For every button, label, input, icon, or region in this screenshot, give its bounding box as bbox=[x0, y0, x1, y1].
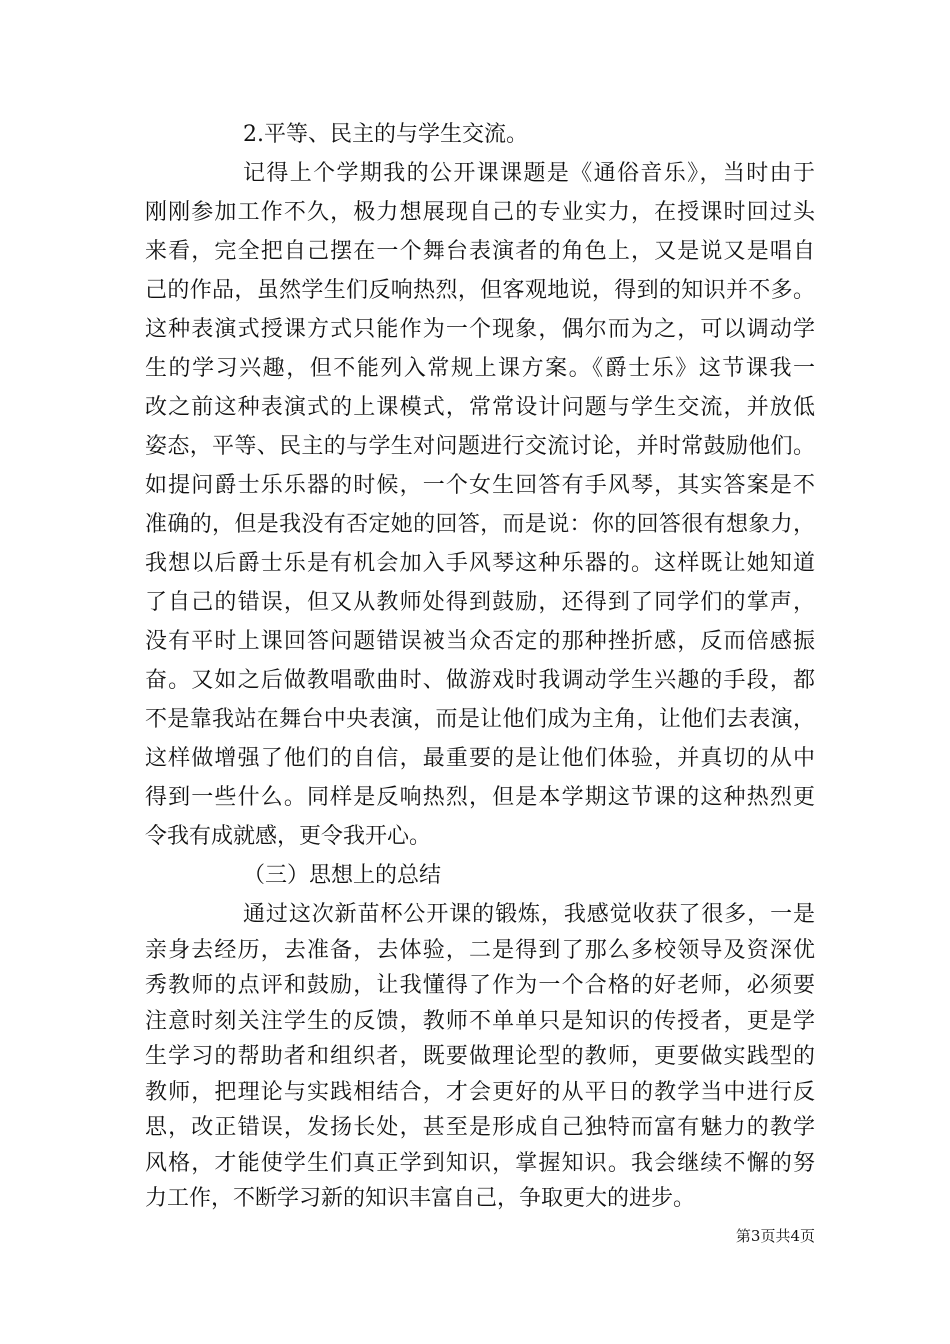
paragraph-line: 了自己的错误，但又从教师处得到鼓励，还得到了同学们的掌声， bbox=[145, 590, 815, 615]
paragraph-line: 这样做增强了他们的自信，最重要的是让他们体验，并真切的从中 bbox=[145, 746, 815, 771]
paragraph-line: 这种表演式授课方式只能作为一个现象，偶尔而为之，可以调动学 bbox=[145, 317, 815, 342]
paragraph-line: 令我有成就感，更令我开心。 bbox=[145, 824, 432, 849]
paragraph-line: 风格，才能使学生们真正学到知识，掌握知识。我会继续不懈的努 bbox=[145, 1150, 815, 1176]
paragraph-line: 思，改正错误，发扬长处，甚至是形成自己独特而富有魅力的教学 bbox=[145, 1115, 815, 1140]
paragraph-line: 得到一些什么。同样是反响热烈，但是本学期这节课的这种热烈更 bbox=[145, 785, 815, 810]
section-heading-2: 2.平等、民主的与学生交流。 bbox=[243, 122, 528, 147]
paragraph-line: 不是靠我站在舞台中央表演，而是让他们成为主角，让他们去表演， bbox=[145, 707, 815, 732]
paragraph-line: 如提问爵士乐乐器的时候，一个女生回答有手风琴，其实答案是不 bbox=[145, 473, 815, 498]
paragraph-line: 准确的，但是我没有否定她的回答，而是说：你的回答很有想象力， bbox=[145, 512, 815, 537]
paragraph-line: 来看，完全把自己摆在一个舞台表演者的角色上，又是说又是唱自 bbox=[145, 239, 815, 264]
paragraph-line: 改之前这种表演式的上课模式，常常设计问题与学生交流，并放低 bbox=[145, 395, 815, 420]
paragraph-line: 教师，把理论与实践相结合，才会更好的从平日的教学当中进行反 bbox=[145, 1079, 815, 1105]
paragraph-line: 亲身去经历，去准备，去体验，二是得到了那么多校领导及资深优 bbox=[145, 937, 815, 963]
paragraph-line: 力工作，不断学习新的知识丰富自己，争取更大的进步。 bbox=[145, 1186, 696, 1211]
paragraph-line: 生学习的帮助者和组织者，既要做理论型的教师，更要做实践型的 bbox=[145, 1044, 815, 1069]
paragraph-line: 姿态，平等、民主的与学生对问题进行交流讨论，并时常鼓励他们。 bbox=[145, 434, 815, 459]
paragraph-line: 记得上个学期我的公开课课题是《通俗音乐》，当时由于 bbox=[243, 161, 815, 186]
paragraph-line: 己的作品，虽然学生们反响热烈，但客观地说，得到的知识并不多。 bbox=[145, 278, 815, 303]
page-number: 第3页共4页 bbox=[735, 1227, 815, 1245]
paragraph-line: 没有平时上课回答问题错误被当众否定的那种挫折感，反而倍感振 bbox=[145, 629, 815, 654]
paragraph-line: 生的学习兴趣，但不能列入常规上课方案。《爵士乐》这节课我一 bbox=[145, 356, 815, 381]
paragraph-line: 刚刚参加工作不久，极力想展现自己的专业实力，在授课时回过头 bbox=[145, 200, 815, 225]
paragraph-line: 通过这次新苗杯公开课的锻炼，我感觉收获了很多，一是 bbox=[243, 902, 815, 927]
section-heading-3: （三）思想上的总结 bbox=[243, 863, 442, 888]
paragraph-line: 注意时刻关注学生的反馈，教师不单单只是知识的传授者，更是学 bbox=[145, 1008, 815, 1034]
paragraph-line: 奋。又如之后做教唱歌曲时、做游戏时我调动学生兴趣的手段，都 bbox=[145, 668, 815, 693]
paragraph-line: 我想以后爵士乐是有机会加入手风琴这种乐器的。这样既让她知道 bbox=[145, 551, 815, 576]
paragraph-line: 秀教师的点评和鼓励，让我懂得了作为一个合格的好老师，必须要 bbox=[145, 973, 815, 998]
